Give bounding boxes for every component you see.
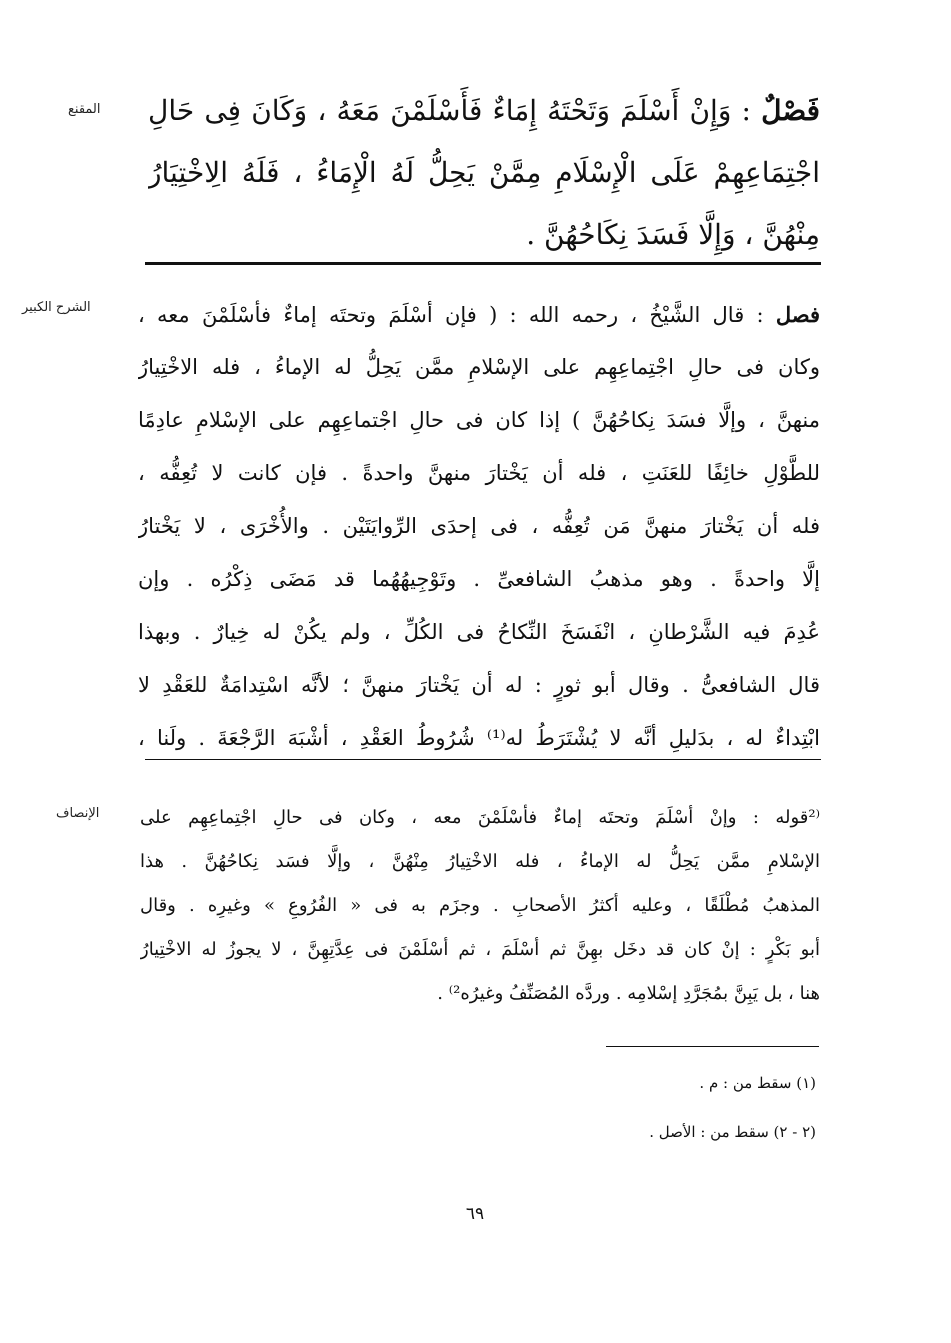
muqni-keyword: فَصْلٌ — [761, 94, 820, 127]
sharh-line-4: للطَّوْلِ خائِفًا للعَنَتِ ، فله أن يَخْتارَ منهنَّ واحدةً . فإن كانت لا تُعِفُّه ، — [138, 461, 820, 485]
muqni-line-2: اجْتِمَاعِهِمْ عَلَى الْإِسْلَامِ مِمَّنْ يَحِلُّ لَهُ الْإِمَاءُ ، فَلَهُ الِاخْتِيَارُ — [148, 156, 820, 189]
sharh-line-9: ابْتِداءٌ له ، بدَليلِ أنَّه لا يُشْتَرَطُ له⁽¹⁾ شُرُوطُ العَقْدِ ، أشْبَهَ الرَّجْعَةَ . ولَنا ، — [138, 726, 820, 750]
section-divider-thin — [145, 759, 821, 760]
sharh-line-3: منهنَّ ، وإلَّا فسَدَ نِكاحُهُنَّ ) إذا كان فى حالِ اجْتماعِهِم على الإسْلامِ عادِمًا — [138, 408, 820, 432]
footnote-1: (١) سقط من : م . — [699, 1074, 816, 1092]
insaf-line-3: المذهبُ مُطْلَقًا ، وعليه أكثرُ الأصحابِ . وجزَم به فى « الفُرُوعِ » وغيرِه . وقال — [140, 895, 820, 916]
muqni-line-3: مِنْهُنَّ ، وَإِلَّا فَسَدَ نِكَاحُهُنَّ . — [526, 218, 820, 251]
muqni-text — [148, 80, 820, 266]
label-muqni: المقنع — [68, 102, 101, 117]
label-sharh: الشرح الكبير — [22, 300, 91, 315]
sharh-line-8: قال الشافعىُّ . وقال أبو ثورٍ : له أن يَخْتارَ منهنَّ ؛ لأنَّه اسْتِدامَةٌ للعَقْدِ لا — [138, 673, 820, 697]
label-insaf: الإنصاف — [56, 806, 100, 821]
footnote-divider — [606, 1046, 819, 1047]
insaf-line-1: ⁽²قوله : وإنْ أسْلَمَ وتحتَه إماءٌ فأسْلَمْنَ معه ، وكان فى حالِ اجْتِماعِهِم على — [140, 807, 820, 828]
section-divider-thick — [145, 262, 821, 265]
insaf-line-2: الإسْلامِ ممَّن يَحِلُّ له الإماءُ ، فله الاخْتِيارُ مِنْهُنَّ ، وإلَّا فسَد نِكاحُهُنَّ . هذا — [140, 851, 820, 872]
sharh-line-6: إلَّا واحدةً . وهو مذهبُ الشافعىِّ . وتَوْجِيهُهُما قد مَضَى ذِكْرُه . وإن — [138, 567, 820, 591]
sharh-text — [138, 288, 820, 765]
muqni-line-1: فَصْلٌ : وَإِنْ أَسْلَمَ وَتَحْتَهُ إِمَاءٌ فَأَسْلَمْنَ مَعَهُ ، وَكَانَ فِى حَالِ — [148, 94, 820, 127]
sharh-line-5: فله أن يَخْتارَ منهنَّ مَن تُعِفُّه ، فى إحدَى الرِّوايَتَيْن . والأُخْرَى ، لا يَخْتارُ — [138, 514, 820, 538]
insaf-text — [140, 796, 820, 1016]
sharh-line-7: عُدِمَ فيه الشَّرْطانِ ، انْفَسَخَ النِّكاحُ فى الكُلِّ ، ولم يكُنْ له خِيارٌ . وبهذا — [138, 620, 820, 644]
page-number: ٦٩ — [465, 1204, 485, 1224]
sharh-line-2: وكان فى حالِ اجْتِماعِهِم على الإسْلامِ ممَّن يَحِلُّ له الإماءُ ، فله الاخْتِيارُ — [138, 355, 820, 379]
insaf-line-4: أبو بَكْرٍ : إنْ كان قد دخَل بهِنَّ ثم أسْلَمَ ، ثم أسْلَمْنَ فى عِدَّتِهِنَّ ، لا يجوزُ له الاخْتِيارُ — [140, 939, 820, 960]
footnote-2: (٢ - ٢) سقط من : الأصل . — [649, 1123, 816, 1141]
sharh-keyword: فصل — [775, 302, 820, 327]
sharh-line-1: فصل : قال الشَّيْخُ ، رحمه الله : ( فإن أسْلَمَ وتحتَه إماءٌ فأسْلَمْنَ معه ، — [138, 302, 820, 327]
insaf-line-5: هنا ، بل يَبِنَّ بمُجَرَّدِ إسْلامِه . وردَّه المُصَنِّفُ وغيرُه²⁾ . — [437, 983, 820, 1004]
